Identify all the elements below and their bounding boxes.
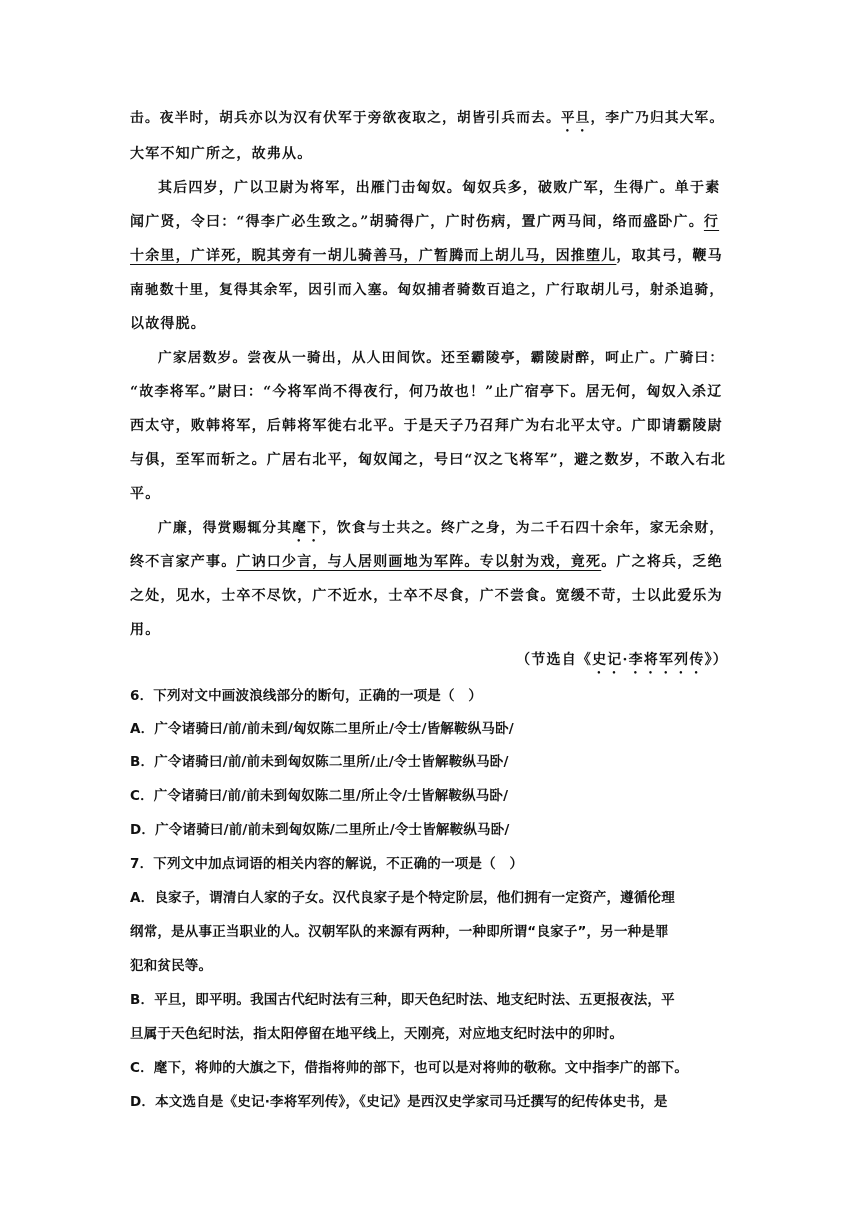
question-7-stem: 7．下列文中加点词语的相关内容的解说，不正确的一项是（ ） — [130, 856, 524, 872]
passage-line — [158, 518, 730, 545]
dotted-term: 麾下 — [292, 520, 322, 536]
passage-line: 广家居数岁。尝夜从一骑出，从人田间饮。还至霸陵亭，霸陵尉醉，呵止广。广骑曰： — [158, 350, 725, 366]
passage-line: 南驰数十里，复得其余军，因引而入塞。匈奴捕者骑数百追之，广行取胡儿弓，射杀追骑， — [130, 282, 725, 298]
question-7-option-b-line: B．平旦，即平明。我国古代纪时法有三种，即天色纪时法、地支纪时法、五更报夜法，平 — [130, 992, 675, 1008]
underlined-text: 广讷口少言，与人居则画地为军阵。专以射为戏，竟死 — [236, 554, 602, 570]
text-span: 击。夜半时，胡兵亦以为汉有伏军于旁欲夜取之，胡皆引兵而去。 — [130, 110, 561, 126]
passage-line: 之处，见水，士卒不尽饮，广不近水，士卒不尽食，广不尝食。宽缓不苛，士以此爱乐为 — [130, 588, 723, 604]
passage-line: 以故得脱。 — [130, 316, 206, 332]
question-6-option-d: D．广令诸骑曰/前/前未到匈奴陈/二里所止/令士皆解鞍纵马卧/ — [130, 822, 510, 838]
passage-line: 用。 — [130, 622, 161, 638]
passage-line — [130, 552, 730, 572]
underlined-text: 行 — [703, 214, 720, 230]
dotted-term: 平旦 — [560, 110, 591, 126]
text-span: （节选自《 — [516, 652, 593, 668]
text-span: 。广之将兵，乏绝 — [601, 554, 723, 570]
text-span: ，饮食与士共之。终广之身，为二千石四十余年，家无余财， — [321, 520, 725, 536]
text-span: 终不言家产事。 — [130, 554, 237, 570]
question-6-option-a: A．广令诸骑曰/前/前未到/匈奴陈二里所止/令士/皆解鞍纵马卧/ — [130, 721, 514, 737]
question-6-option-c: C．广令诸骑曰/前/前未到匈奴陈二里/所止令/士皆解鞍纵马卧/ — [130, 788, 509, 804]
passage-line: 平。 — [130, 486, 161, 502]
underlined-text: 十余里，广详死，睨其旁有一胡儿骑善马，广暂腾而上胡儿马，因推堕儿 — [130, 248, 617, 264]
passage-line: “故李将军。”尉曰：“今将军尚不得夜行，何乃故也！”止广宿亭下。居无何，匈奴入杀辽 — [130, 384, 723, 400]
question-7-option-c-line: C．麾下，将帅的大旗之下，借指将帅的部下，也可以是对将帅的敬称。文中指李广的部下。 — [130, 1060, 689, 1076]
text-span: ，取其弓，鞭马 — [616, 248, 723, 264]
passage-line — [130, 108, 730, 135]
source-citation — [516, 650, 728, 677]
dotted-term: 史记·李将军列传 — [592, 652, 705, 668]
passage-line: 与俱，至军而斩之。广居右北平，匈奴闻之，号曰“汉之飞将军”，避之数岁，不敢入右北 — [130, 452, 727, 468]
passage-line: 西太守，败韩将军，后韩将军徙右北平。于是天子乃召拜广为右北平太守。广即请霸陵尉 — [130, 418, 723, 434]
passage-line — [130, 246, 730, 266]
question-7-option-a-line: A．良家子，谓清白人家的子女。汉代良家子是个特定阶层，他们拥有一定资产，遵循伦理 — [130, 890, 675, 906]
question-7-option-a-line: 犯和贫民等。 — [130, 958, 213, 974]
question-7-option-a-line: 纲常，是从事正当职业的人。汉朝军队的来源有两种，一种即所谓“良家子”，另一种是罪 — [130, 924, 669, 940]
question-7-option-d-line: D．本文选自是《史记·李将军列传》，《史记》是西汉史学家司马迁撰写的纪传体史书，是 — [130, 1094, 668, 1110]
question-6-stem: 6．下列对文中画波浪线部分的断句，正确的一项是（ ） — [130, 688, 483, 704]
text-span: 广廉，得赏赐辄分其 — [158, 520, 293, 536]
text-span: 》） — [704, 652, 728, 668]
passage-line: 大军不知广所之，故弗从。 — [130, 146, 313, 162]
question-7-option-b-line: 旦属于天色纪时法，指太阳停留在地平线上，天刚亮，对应地支纪时法中的卯时。 — [130, 1026, 624, 1042]
text-span: ，李广乃归其大军。 — [590, 110, 725, 126]
passage-line — [130, 212, 730, 232]
question-6-option-b: B．广令诸骑曰/前/前未到匈奴陈二里所/止/令士皆解鞍纵马卧/ — [130, 754, 509, 770]
text-span: 闻广贤，令曰：“得李广必生致之。”胡骑得广，广时伤病，置广两马间，络而盛卧广。 — [130, 214, 704, 230]
passage-line: 其后四岁，广以卫尉为将军，出雁门击匈奴。匈奴兵多，破败广军，生得广。单于素 — [158, 180, 721, 196]
